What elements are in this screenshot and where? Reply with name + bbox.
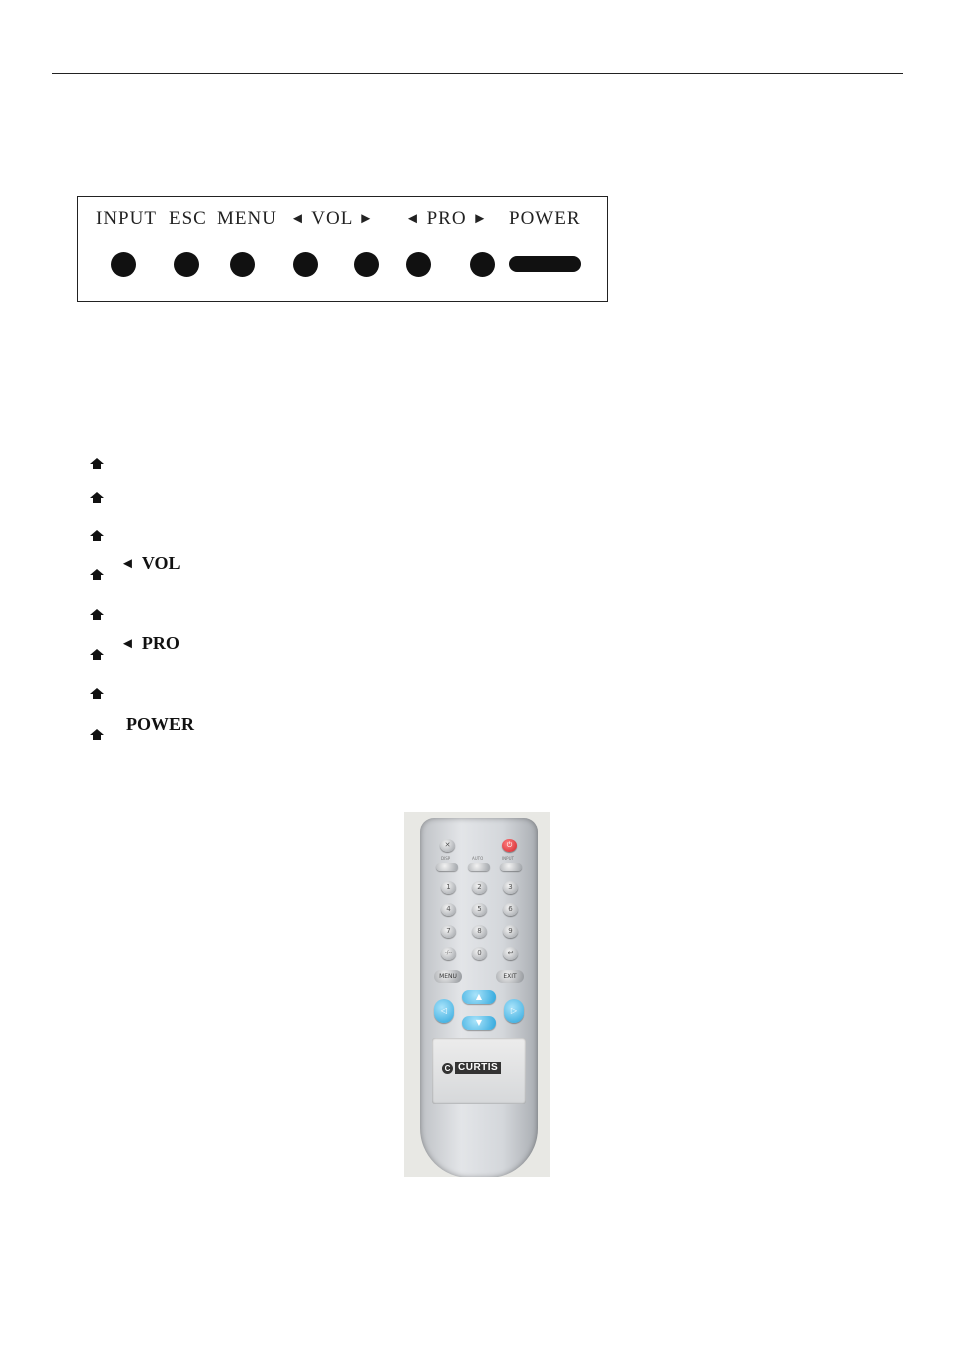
key-8: 8 [472,925,487,938]
menu-button [230,252,255,277]
power-icon: ⏻ [502,839,517,852]
down-arrow-icon: ▼ [462,1016,496,1030]
remote-control-photo [404,812,550,1177]
power-button [509,256,581,272]
key-dash: -/-- [441,947,456,960]
brand-plate [432,1038,526,1104]
input-button [500,863,522,871]
remote-exit-button: EXIT [496,970,524,983]
up-arrow-icon: ▲ [462,990,496,1004]
left-arrow-icon: ◄ [120,556,135,572]
key-2: 2 [472,881,487,894]
esc-button [174,252,199,277]
pro-label: PRO [141,633,180,653]
vol-text: VOL [311,208,353,229]
panel-label-menu: MENU [217,208,277,229]
right-arrow-icon: ► [472,211,489,227]
key-5: 5 [472,903,487,916]
right-arrow-icon: ► [358,211,375,227]
vol-up-button [354,252,379,277]
key-6: 6 [503,903,518,916]
disp-button [436,863,458,871]
panel-label-esc: ESC [169,208,207,229]
left-arrow-icon: ◁ [434,999,454,1023]
auto-button [468,863,490,871]
panel-label-pro [405,208,488,230]
left-arrow-icon: ◄ [405,211,421,227]
logo-mark-icon: C [442,1063,453,1074]
disp-label: DISP [441,856,451,861]
vol-down-button [293,252,318,277]
pro-up-button [470,252,495,277]
power-label: POWER [126,714,195,734]
mute-button-icon: ✕ [440,839,455,852]
key-4: 4 [441,903,456,916]
return-icon: ↩ [503,947,518,960]
remote-menu-button: MENU [434,970,462,983]
key-1: 1 [441,881,456,894]
panel-label-input: INPUT [96,208,157,229]
left-arrow-icon: ◄ [290,211,306,227]
vol-label: VOL [141,553,181,573]
auto-label: AUTO [472,856,484,861]
key-7: 7 [441,925,456,938]
header-rule [52,73,903,74]
front-panel-diagram [77,196,608,302]
curtis-logo [442,1062,501,1074]
key-9: 9 [503,925,518,938]
panel-label-vol [290,208,374,230]
key-3: 3 [503,881,518,894]
pro-down-button [406,252,431,277]
input-label: INPUT [502,856,514,861]
panel-label-power: POWER [509,208,581,229]
brand-name: CURTIS [455,1062,501,1074]
input-button [111,252,136,277]
left-arrow-icon: ◄ [120,636,135,652]
key-0: 0 [472,947,487,960]
remote-body [420,818,538,1177]
pro-text: PRO [426,208,467,229]
right-arrow-icon: ▷ [504,999,524,1023]
